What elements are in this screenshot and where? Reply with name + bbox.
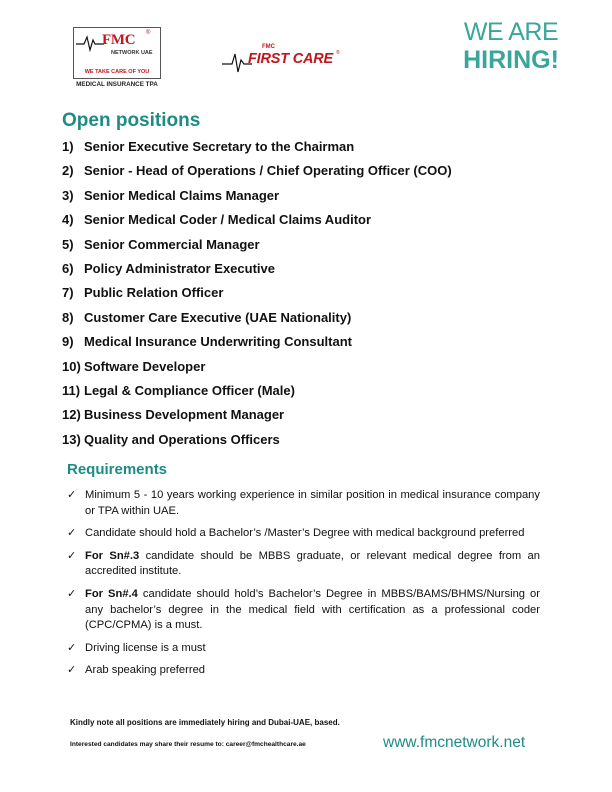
- first-care-logo-name: FIRST CARE: [248, 51, 334, 67]
- open-positions-title: Open positions: [62, 110, 201, 131]
- list-item: [67, 587, 540, 634]
- list-item: [62, 359, 452, 383]
- list-item: [62, 139, 452, 163]
- heartbeat-icon: [76, 34, 104, 52]
- requirement-text: [85, 641, 540, 657]
- position-number: 8): [62, 309, 74, 325]
- position-number: 6): [62, 260, 74, 276]
- first-care-logo-small: FMC: [262, 44, 275, 50]
- position-label: Senior Medical Coder / Medical Claims Auditor: [84, 212, 372, 228]
- fmc-network-logo: [73, 27, 161, 79]
- requirement-body: Candidate should hold a Bachelor’s /Master’s Degree with medical background preferred: [85, 527, 525, 540]
- list-item: [62, 261, 452, 285]
- list-item: [62, 285, 452, 309]
- checkmark-icon: ✓: [67, 527, 77, 540]
- position-number: 12): [62, 407, 81, 423]
- registered-mark-icon: ®: [336, 50, 340, 56]
- requirement-bold: For Sn#.4: [85, 587, 138, 600]
- list-item: [67, 526, 540, 542]
- position-label: Quality and Operations Officers: [84, 431, 280, 447]
- list-item: [62, 383, 452, 407]
- fmc-logo-tagline: WE TAKE CARE OF YOU: [84, 69, 150, 75]
- first-care-logo: [222, 44, 342, 78]
- position-label: Public Relation Officer: [84, 285, 224, 301]
- position-number: 9): [62, 334, 74, 350]
- position-number: 11): [62, 382, 81, 398]
- position-label: Policy Administrator Executive: [84, 260, 275, 276]
- checkmark-icon: ✓: [67, 587, 77, 600]
- requirement-text: [85, 549, 540, 581]
- position-number: 10): [62, 358, 81, 374]
- position-number: 7): [62, 285, 74, 301]
- list-item: [62, 407, 452, 431]
- requirement-bold: For Sn#.3: [85, 549, 140, 562]
- registered-mark-icon: ®: [146, 30, 151, 36]
- list-item: [67, 488, 540, 520]
- requirement-text: [85, 488, 540, 520]
- position-number: 1): [62, 139, 74, 154]
- position-number: 3): [62, 187, 74, 203]
- position-number: 5): [62, 236, 74, 252]
- checkmark-icon: ✓: [67, 664, 77, 677]
- fmc-logo-caption: MEDICAL INSURANCE TPA: [76, 81, 158, 88]
- list-item: [67, 663, 540, 679]
- list-item: [62, 212, 452, 236]
- requirement-text: [85, 663, 540, 679]
- hiring-line-1: WE ARE: [463, 18, 559, 46]
- list-item: [62, 310, 452, 334]
- hiring-line-2: HIRING!: [463, 46, 559, 74]
- requirement-body: Driving license is a must: [85, 641, 206, 654]
- requirement-text: [85, 526, 540, 542]
- requirement-body: Minimum 5 - 10 years working experience in similar position in medical insurance company or TPA within UAE.: [85, 489, 540, 517]
- position-label: Legal & Compliance Officer (Male): [84, 382, 295, 398]
- position-label: Customer Care Executive (UAE Nationality): [84, 309, 352, 325]
- checkmark-icon: ✓: [67, 489, 77, 501]
- list-item: [62, 188, 452, 212]
- requirements-list: [67, 488, 540, 686]
- hiring-note: Kindly note all positions are immediately hiring and Dubai-UAE, based.: [70, 718, 340, 727]
- position-label: Senior Commercial Manager: [84, 236, 260, 252]
- list-item: [67, 549, 540, 581]
- list-item: [62, 334, 452, 358]
- position-number: 2): [62, 163, 74, 179]
- checkmark-icon: ✓: [67, 641, 77, 654]
- list-item: [67, 641, 540, 657]
- position-label: Senior Medical Claims Manager: [84, 187, 280, 203]
- fmc-logo-subtitle: NETWORK UAE: [111, 50, 153, 56]
- requirement-body: Arab speaking preferred: [85, 664, 206, 677]
- position-label: Senior Executive Secretary to the Chairman: [84, 139, 355, 154]
- requirements-title: Requirements: [67, 461, 168, 478]
- positions-list: [62, 139, 452, 456]
- list-item: [62, 163, 452, 187]
- website-link[interactable]: www.fmcnetwork.net: [383, 734, 526, 751]
- fmc-logo-brand: FMC: [102, 32, 136, 48]
- requirement-text: [85, 587, 540, 634]
- position-label: Medical Insurance Underwriting Consultant: [84, 334, 352, 350]
- requirement-body: candidate should hold’s Bachelor’s Degree in MBBS/BAMS/BHMS/Nursing or any bachelor’s degree in the medical field with certification as a professional coder (CPC/CPMA) is a must.: [85, 587, 540, 632]
- hiring-banner: [448, 20, 574, 73]
- position-label: Business Development Manager: [84, 407, 285, 423]
- position-label: Senior - Head of Operations / Chief Operating Officer (COO): [84, 163, 452, 179]
- requirement-body: candidate should be MBBS graduate, or relevant medical degree from an accredited institute.: [85, 549, 540, 578]
- checkmark-icon: ✓: [67, 549, 77, 562]
- position-label: Software Developer: [84, 358, 206, 374]
- list-item: [62, 432, 452, 456]
- position-number: 13): [62, 431, 81, 447]
- position-number: 4): [62, 212, 74, 228]
- list-item: [62, 237, 452, 261]
- contact-line: Interested candidates may share their resume to: career@fmchealthcare.ae: [70, 741, 306, 748]
